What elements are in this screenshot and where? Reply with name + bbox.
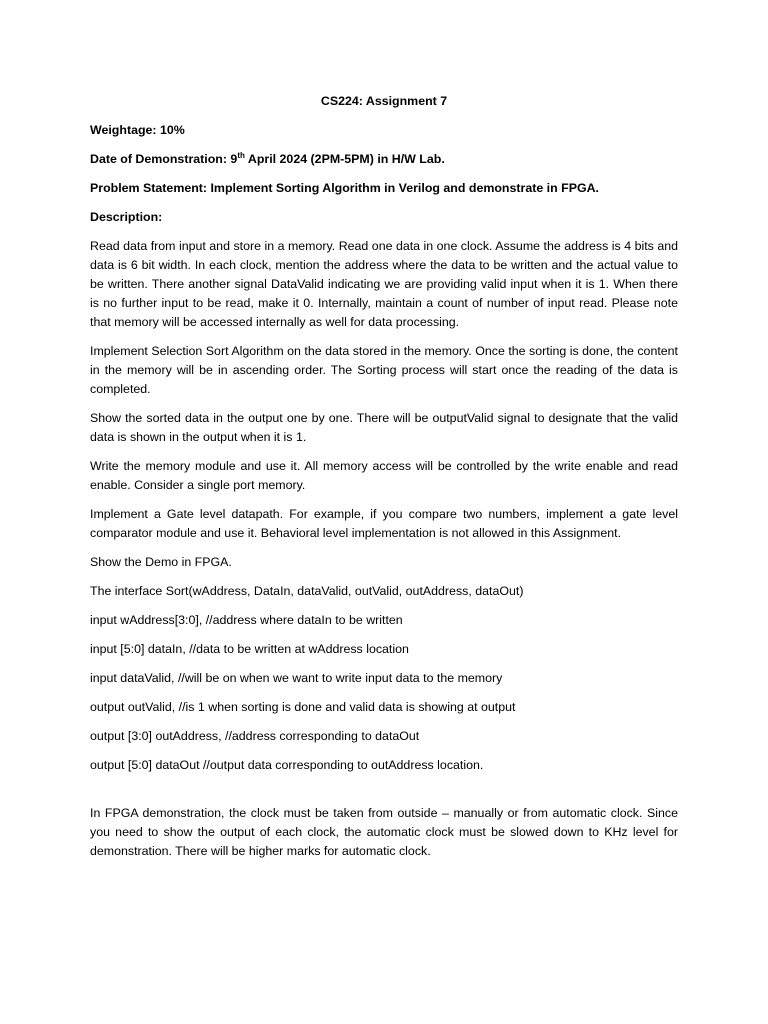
paragraph-fpga-clock: In FPGA demonstration, the clock must be taken from outside – manually or from automatic clock. Since you need to show the output of each clock, the automatic clock must be slowed down to KHz level for demonstration. There will be higher marks for automatic clock.	[90, 806, 678, 858]
paragraph-sorted-output: Show the sorted data in the output one by one. There will be outputValid signal to designate that the valid data is shown in the output when it is 1.	[90, 411, 678, 444]
interface-signature: The interface Sort(wAddress, DataIn, dataValid, outValid, outAddress, dataOut)	[90, 584, 524, 598]
description-heading: Description:	[90, 210, 163, 224]
interface-line-datavalid: input dataValid, //will be on when we want to write input data to the memory	[90, 671, 503, 685]
paragraph-gate-level: Implement a Gate level datapath. For example, if you compare two numbers, implement a gate level comparator module and use it. Behavioral level implementation is not allowed in this Assignment.	[90, 507, 678, 540]
document-body	[90, 92, 678, 871]
weightage-line: Weightage: 10%	[90, 123, 185, 137]
interface-line-outaddress: output [3:0] outAddress, //address corresponding to dataOut	[90, 729, 420, 743]
paragraph-memory-module: Write the memory module and use it. All memory access will be controlled by the write enable and read enable. Consider a single port memory.	[90, 459, 678, 492]
interface-line-outvalid: output outValid, //is 1 when sorting is done and valid data is showing at output	[90, 700, 516, 714]
demo-date-suffix: April 2024 (2PM-5PM) in H/W Lab.	[244, 152, 445, 166]
interface-line-datain: input [5:0] dataIn, //data to be written at wAddress location	[90, 642, 409, 656]
document-title: CS224: Assignment 7	[320, 94, 448, 108]
interface-line-dataout: output [5:0] dataOut //output data corresponding to outAddress location.	[90, 758, 484, 772]
paragraph-input-reading: Read data from input and store in a memory. Read one data in one clock. Assume the address is 4 bits and data is 6 bit width. In each clock, mention the address where the data to be written and the actual value to be written. There another signal DataValid indicating we are providing valid input when it is 1. When there is no further input to be read, make it 0. Internally, maintain a count of number of input read. Please note that memory will be accessed internally as well for data processing.	[90, 239, 678, 329]
show-demo-line: Show the Demo in FPGA.	[90, 555, 232, 569]
problem-statement: Problem Statement: Implement Sorting Algorithm in Verilog and demonstrate in FPGA.	[90, 181, 599, 195]
paragraph-selection-sort: Implement Selection Sort Algorithm on the data stored in the memory. Once the sorting is done, the content in the memory will be in ascending order. The Sorting process will start once the reading of the data is completed.	[90, 344, 678, 396]
demo-date-line	[90, 150, 678, 169]
demo-date-prefix: Date of Demonstration: 9	[90, 152, 238, 166]
demo-date-superscript: th	[237, 150, 245, 160]
interface-line-waddress: input wAddress[3:0], //address where dataIn to be written	[90, 613, 403, 627]
blank-spacer	[90, 785, 678, 804]
